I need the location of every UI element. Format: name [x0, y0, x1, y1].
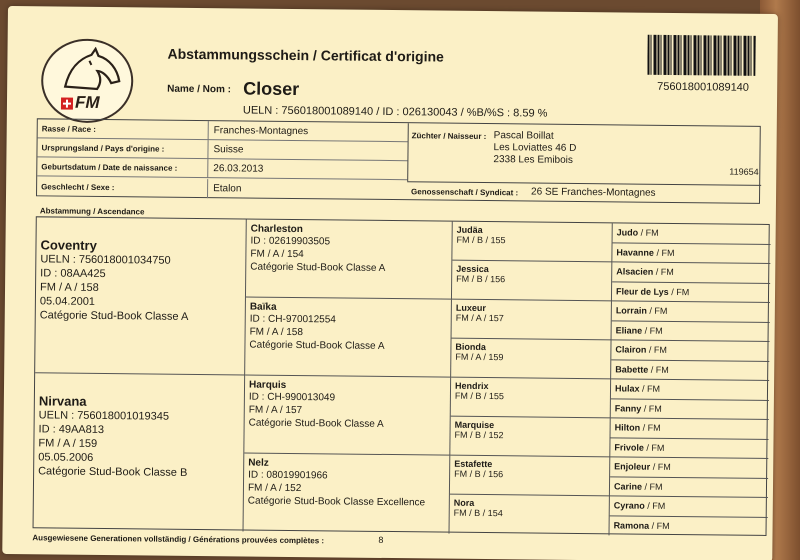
- gen3-name: Marquise: [454, 419, 495, 431]
- gen2-name: Charleston: [250, 223, 303, 236]
- gen2-category: Catégorie Stud-Book Classe Excellence: [247, 495, 426, 509]
- gen4-cell: [610, 457, 768, 478]
- gen4-cell: [610, 438, 768, 459]
- gen3-code: FM / B / 156: [454, 468, 504, 480]
- breeder-city: 2338 Les Emibois: [493, 154, 573, 166]
- gen4-cell: [611, 379, 769, 400]
- dam-id: ID : 49AA813: [38, 423, 105, 437]
- gen3-code: FM / B / 155: [456, 234, 506, 246]
- gen4-name: Clairon: [615, 344, 647, 355]
- gen2-cell: [245, 298, 452, 378]
- gen4-cell: [611, 399, 769, 420]
- gen4-name: Havanne: [616, 246, 655, 258]
- gen4-cell: [611, 418, 769, 439]
- sire-category: Catégorie Stud-Book Classe A: [39, 309, 189, 323]
- gen4-suffix: / FM: [646, 305, 668, 316]
- gen4-name: Fanny: [614, 402, 642, 414]
- gen2-code: FM / A / 152: [247, 482, 302, 495]
- gen4-cell: [611, 340, 769, 361]
- pedigree-table: [33, 216, 770, 536]
- gen2-code: FM / A / 157: [248, 404, 303, 417]
- sire-date: 05.04.2001: [39, 295, 96, 308]
- gen4-suffix: / FM: [653, 266, 674, 277]
- dam-cell: [34, 373, 246, 531]
- gen4-name: Hilton: [614, 422, 641, 433]
- birth-row: [37, 157, 407, 180]
- gen4-name: Cyrano: [613, 500, 645, 511]
- gen3-cell: [450, 456, 610, 497]
- generations-value: 8: [378, 534, 384, 545]
- gen4-name: Babette: [615, 363, 649, 375]
- gen4-suffix: / FM: [643, 442, 665, 453]
- gen3-cell: [452, 261, 612, 302]
- dam-ueln: UELN : 756018001019345: [38, 409, 170, 423]
- gen4-suffix: / FM: [641, 403, 662, 414]
- gen4-name: Enjoleur: [614, 461, 651, 472]
- gen2-cell: [246, 220, 453, 300]
- gen2-code: FM / A / 158: [249, 326, 304, 339]
- gen4-suffix: / FM: [639, 383, 661, 394]
- gen4-suffix: / FM: [640, 422, 661, 433]
- sire-cell: [35, 217, 247, 375]
- ascendance-title: Abstammung / Ascendance: [39, 206, 145, 217]
- country-label: Ursprungsland / Pays d'origine :: [41, 143, 165, 154]
- sire-name: Coventry: [40, 237, 97, 253]
- gen4-suffix: / FM: [646, 344, 668, 355]
- gen4-name: Judo: [616, 227, 639, 238]
- gen3-code: FM / A / 157: [455, 312, 504, 324]
- race-value: Franches-Montagnes: [213, 125, 309, 138]
- gen4-cell: [612, 282, 770, 303]
- gen2-cell: [244, 453, 451, 533]
- gen4-cell: [612, 321, 770, 342]
- dam-category: Catégorie Stud-Book Classe B: [38, 465, 188, 479]
- gen3-code: FM / B / 152: [454, 429, 504, 441]
- logo-text: FM: [61, 93, 100, 113]
- gen4-suffix: / FM: [649, 520, 670, 531]
- sire-code: FM / A / 158: [39, 281, 99, 294]
- barcode-number: 756018001089140: [657, 80, 750, 94]
- gen4-suffix: / FM: [641, 481, 663, 492]
- gen2-category: Catégorie Stud-Book Classe A: [248, 417, 384, 430]
- dam-code: FM / A / 159: [38, 437, 98, 450]
- breeder-street: Les Loviattes 46 D: [493, 142, 577, 154]
- gen3-code: FM / B / 155: [454, 390, 505, 402]
- breeder-name: Pascal Boillat: [493, 130, 554, 142]
- gen2-id: ID : CH-990013049: [248, 391, 336, 404]
- gen4-name: Frivole: [614, 441, 644, 453]
- sire-id: ID : 08AA425: [40, 267, 106, 281]
- gen2-id: ID : 02619903505: [250, 235, 331, 248]
- gen4-cell: [609, 516, 767, 537]
- gen4-name: Eliane: [615, 324, 643, 336]
- gen3-name: Hendrix: [454, 380, 489, 392]
- gen3-cell: [450, 417, 610, 458]
- country-value: Suisse: [213, 144, 244, 156]
- sex-row: [37, 177, 407, 200]
- swiss-cross-icon: [61, 97, 73, 109]
- sire-ueln: UELN : 756018001034750: [40, 253, 171, 267]
- gen3-cell: [449, 495, 609, 536]
- gen3-cell: [451, 339, 611, 380]
- page-title: Abstammungsschein / Certificat d'origine: [167, 45, 444, 65]
- dam-date: 05.05.2006: [38, 451, 94, 464]
- gen4-suffix: / FM: [653, 247, 675, 258]
- gen3-code: FM / A / 159: [455, 351, 504, 363]
- sex-label: Geschlecht / Sexe :: [41, 182, 115, 193]
- syndicate-value: 26 SE Franches-Montagnes: [531, 186, 656, 199]
- gen2-name: Nelz: [248, 457, 269, 469]
- breeder-code: 119654: [729, 166, 759, 177]
- gen2-name: Harquis: [248, 379, 287, 391]
- gen3-name: Judäa: [456, 224, 483, 235]
- gen4-cell: [611, 360, 769, 381]
- gen4-suffix: / FM: [638, 227, 659, 238]
- gen4-suffix: / FM: [650, 461, 671, 472]
- horse-head-icon: [51, 46, 125, 93]
- generations-label: Ausgewiesene Generationen vollständig / Générations prouvées complètes :: [32, 533, 325, 546]
- breeder-label: Züchter / Naisseur :: [411, 131, 487, 142]
- gen4-name: Fleur de Lys: [615, 285, 669, 297]
- gen2-id: ID : CH-970012554: [249, 313, 336, 326]
- gen4-cell: [612, 243, 770, 264]
- gen4-cell: [612, 262, 770, 283]
- gen3-code: FM / B / 154: [453, 507, 503, 519]
- sex-value: Etalon: [213, 183, 242, 195]
- certificate-sheet: [2, 6, 778, 560]
- gen3-name: Estafette: [454, 458, 493, 470]
- gen4-cell: [612, 301, 770, 322]
- gen4-suffix: / FM: [648, 364, 669, 375]
- syndicate-label: Genossenschaft / Syndicat :: [411, 187, 519, 198]
- gen2-category: Catégorie Stud-Book Classe A: [249, 339, 385, 352]
- dam-name: Nirvana: [38, 393, 87, 409]
- info-table: [36, 118, 761, 204]
- gen4-suffix: / FM: [642, 325, 663, 336]
- ueln-line: UELN : 756018001089140 / ID : 026130043 / %B/%S : 8.59 %: [242, 104, 548, 120]
- gen3-name: Nora: [453, 497, 475, 508]
- gen4-suffix: / FM: [644, 500, 666, 511]
- gen4-name: Alsacien: [616, 266, 654, 277]
- gen3-code: FM / B / 156: [456, 273, 506, 285]
- gen4-name: Hulax: [614, 383, 640, 394]
- gen2-name: Baïka: [249, 301, 277, 313]
- gen3-name: Luxeur: [455, 302, 486, 314]
- breeder-address: [493, 130, 576, 167]
- gen4-cell: [613, 223, 771, 244]
- gen4-suffix: / FM: [668, 286, 690, 297]
- birth-value: 26.03.2013: [213, 163, 264, 175]
- birth-label: Geburtsdatum / Date de naissance :: [41, 162, 178, 173]
- name-label: Name / Nom :: [167, 83, 232, 96]
- gen3-name: Bionda: [455, 341, 487, 353]
- gen3-cell: [452, 300, 612, 341]
- gen2-cell: [244, 376, 451, 456]
- gen3-cell: [451, 378, 611, 419]
- gen2-code: FM / A / 154: [250, 248, 304, 261]
- gen4-cell: [610, 477, 768, 498]
- gen4-cell: [610, 496, 768, 517]
- gen2-category: Catégorie Stud-Book Classe A: [250, 261, 386, 274]
- gen3-cell: [452, 222, 612, 263]
- fm-logo: [41, 38, 134, 123]
- gen4-name: Ramona: [613, 519, 650, 531]
- gen4-name: Lorrain: [615, 305, 647, 316]
- horse-name: Closer: [243, 78, 300, 100]
- gen3-name: Jessica: [456, 263, 489, 275]
- gen2-id: ID : 08019901966: [248, 469, 328, 482]
- barcode: [647, 35, 755, 76]
- gen4-name: Carine: [613, 480, 643, 492]
- race-label: Rasse / Race :: [41, 124, 97, 134]
